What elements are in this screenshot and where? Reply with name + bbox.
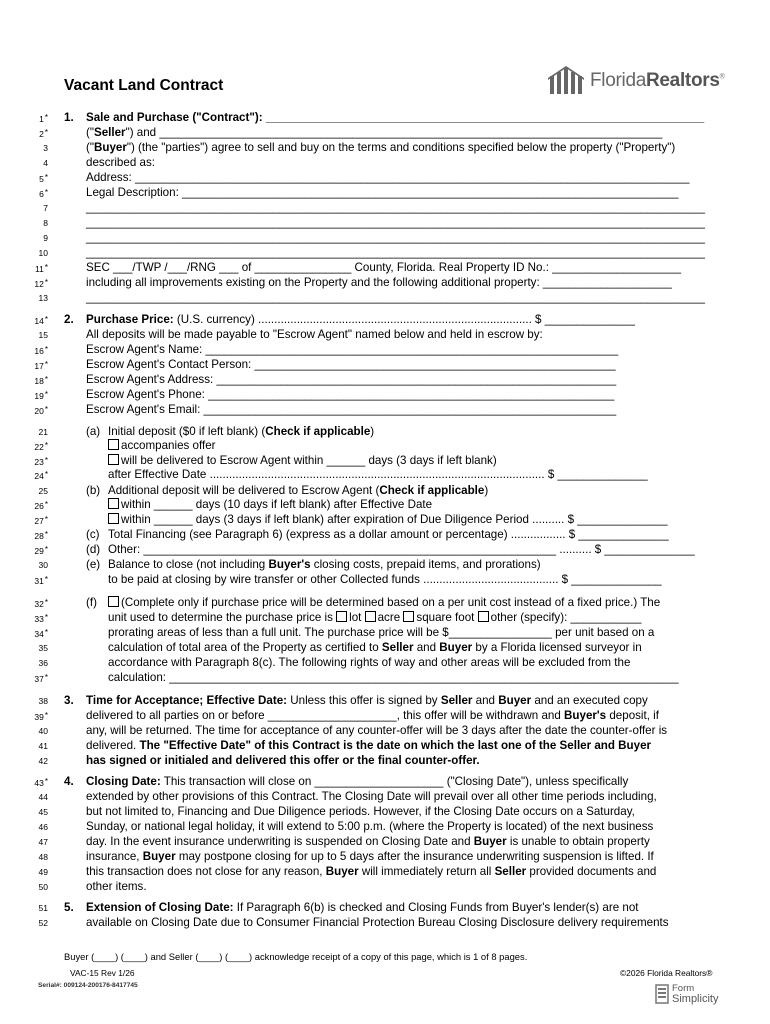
additional-property-line[interactable]: including all improvements existing on the Property and the following additional property: ____________________ [86, 276, 672, 289]
editable-marker-icon: * [44, 515, 48, 524]
editable-marker-icon: * [44, 128, 48, 137]
editable-marker-icon: * [44, 390, 48, 399]
editable-marker-icon: * [44, 470, 48, 479]
editable-marker-icon: * [44, 278, 48, 287]
initial-deposit-line: Initial deposit ($0 if left blank) (Check if applicable) [108, 425, 375, 438]
square-foot-checkbox[interactable] [403, 611, 414, 622]
additional-property-line-2[interactable]: ________________________________________________________________________________________________ [86, 291, 705, 304]
acknowledgment-line[interactable]: Buyer (____) (____) and Seller (____) (____) acknowledge receipt of a copy of this page, which is 1 of 8 pages. [64, 951, 528, 962]
line-number: 42 [38, 756, 48, 766]
line-number: 13 [38, 293, 48, 303]
line-number: 20* [34, 405, 48, 416]
line-number: 46 [38, 822, 48, 832]
s4-line-47: day. In the event insurance underwriting is suspended on Closing Date and Buyer is unable to obtain property [86, 835, 650, 848]
s1-seller-line: ("Seller") and ______________________________________________________________________________ [86, 126, 663, 139]
line-number: 18* [34, 375, 48, 386]
editable-marker-icon: * [44, 575, 48, 584]
deliver-within-option[interactable]: will be delivered to Escrow Agent within ______ days (3 days if left blank) [108, 454, 497, 468]
unit-type-line[interactable]: unit used to determine the purchase price is lot acre square foot other (specify): ___________ [108, 611, 642, 624]
per-unit-option[interactable]: (Complete only if purchase price will be determined based on a per unit cost instead of a fixed price.) The [108, 596, 660, 610]
other-checkbox[interactable] [478, 611, 489, 622]
editable-marker-icon: * [44, 545, 48, 554]
s5-line-52: available on Closing Date due to Consumer Financial Protection Bureau Closing Disclosure delivery requirements [86, 916, 669, 929]
acceptance-date-line[interactable]: delivered to all parties on or before ____________________, this offer will be withdrawn and Buyer's deposit, if [86, 709, 659, 722]
legal-description-line[interactable]: ________________________________________________________________________________________________ [86, 201, 705, 214]
after-effective-date-line[interactable]: after Effective Date ........................................................................................................ $ ______________ [108, 468, 648, 481]
s3-line-42: has signed or initialed and delivered this offer or the final counter-offer. [86, 754, 480, 767]
item-e-label: (e) [86, 558, 101, 571]
s4-line-49: this transaction does not close for any reason, Buyer will immediately return all Seller provided documents and [86, 865, 657, 878]
line-number: 9 [43, 233, 48, 243]
escrow-address-field[interactable]: Escrow Agent's Address: ______________________________________________________________ [86, 373, 617, 386]
checkbox[interactable] [108, 454, 119, 465]
line-number: 4 [43, 158, 48, 168]
line-number: 3 [43, 143, 48, 153]
line-number: 34* [34, 628, 48, 639]
logo-text: FloridaRealtors® [590, 70, 725, 91]
line-number: 36 [38, 658, 48, 668]
s1-line-4: described as: [86, 156, 155, 169]
line-number: 52 [38, 918, 48, 928]
item-f-label: (f) [86, 596, 97, 609]
rights-of-way-line: accordance with Paragraph 8(c). The following rights of way and other areas will be excluded from the [108, 656, 631, 669]
accompanies-offer-option[interactable]: accompanies offer [108, 439, 216, 453]
line-number: 33* [34, 613, 48, 624]
editable-marker-icon: * [44, 441, 48, 450]
line-number: 26* [34, 500, 48, 511]
form-simplicity-logo [655, 984, 718, 1004]
form-simplicity-text: Form Simplicity [672, 983, 719, 1005]
editable-marker-icon: * [44, 500, 48, 509]
legal-description-field[interactable]: Legal Description: _____________________________________________________________________________ [86, 186, 679, 199]
editable-marker-icon: * [44, 188, 48, 197]
copyright: ©2026 Florida Realtors® [620, 968, 713, 978]
line-number: 51 [38, 903, 48, 913]
line-number: 41 [38, 741, 48, 751]
editable-marker-icon: * [44, 375, 48, 384]
editable-marker-icon: * [44, 673, 48, 682]
line-number: 40 [38, 726, 48, 736]
escrow-contact-field[interactable]: Escrow Agent's Contact Person: ________________________________________________________ [86, 358, 616, 371]
calculation-line[interactable]: calculation: _______________________________________________________________________________ [108, 671, 679, 684]
other-line[interactable]: Other: ________________________________________________________________ .......... $ ______________ [108, 543, 695, 556]
escrow-phone-field[interactable]: Escrow Agent's Phone: _______________________________________________________________ [86, 388, 615, 401]
editable-marker-icon: * [44, 405, 48, 414]
line-number: 48 [38, 852, 48, 862]
line-number: 49 [38, 867, 48, 877]
section-number: 2. [64, 313, 74, 326]
checkbox[interactable] [108, 513, 119, 524]
s1-heading: Sale and Purchase ("Contract"): ____________________________________________________________________ [86, 111, 705, 124]
s3-line-40: any, will be returned. The time for acceptance of any counter-offer will be 3 days after the date the counter-offer is [86, 724, 668, 737]
survey-line: calculation of total area of the Property as certified to Seller and Buyer by a Florida licensed surveyor in [108, 641, 642, 654]
s4-line-44: extended by other provisions of this Contract. The Closing Date will prevail over all other time periods including, [86, 790, 657, 803]
line-number: 5* [39, 173, 48, 184]
lot-checkbox[interactable] [336, 611, 347, 622]
line-number: 10 [38, 248, 48, 258]
line-number: 38 [38, 696, 48, 706]
checkbox[interactable] [108, 498, 119, 509]
serial-number: Serial#: 009124-200176-8417745 [38, 982, 138, 989]
line-number: 17* [34, 360, 48, 371]
editable-marker-icon: * [44, 598, 48, 607]
s4-line-48: insurance, Buyer may postpone closing for up to 5 days after the insurance underwriting suspension is lifted. If [86, 850, 654, 863]
legal-description-line[interactable]: ________________________________________________________________________________________________ [86, 246, 705, 259]
editable-marker-icon: * [44, 113, 48, 122]
collected-funds-line[interactable]: to be paid at closing by wire transfer or other Collected funds .......................................... $ ______________ [108, 573, 662, 586]
line-number: 11* [35, 263, 48, 274]
item-a-label: (a) [86, 425, 101, 438]
line-number: 29* [34, 545, 48, 556]
line-number: 16* [34, 345, 48, 356]
house-family-icon [548, 66, 588, 96]
line-number: 39* [34, 711, 48, 722]
address-field[interactable]: Address: ______________________________________________________________________________________ [86, 171, 690, 184]
per-unit-price-line[interactable]: prorating areas of less than a full unit. The purchase price will be $________________ per unit based on a [108, 626, 655, 639]
total-financing-line[interactable]: Total Financing (see Paragraph 6) (express as a dollar amount or percentage) ................. $ ______________ [108, 528, 669, 541]
florida-realtors-logo [548, 66, 724, 96]
editable-marker-icon: * [44, 711, 48, 720]
document-icon [655, 984, 669, 1004]
s4-line-46: Sunday, or national legal holiday, it will extend to 5:00 p.m. (where the Property is located) of the next business [86, 820, 654, 833]
extension-of-closing-line: Extension of Closing Date: If Paragraph 6(b) is checked and Closing Funds from Buyer's lender(s) are not [86, 901, 639, 914]
line-number: 37* [34, 673, 48, 684]
s4-line-45: but not limited to, Financing and Due Diligence periods. However, if the Closing Date occurs on a Saturday, [86, 805, 635, 818]
editable-marker-icon: * [44, 777, 48, 786]
s1-buyer-line: ("Buyer") (the "parties") agree to sell and buy on the terms and conditions specified below the property ("Property") [86, 141, 676, 154]
within-due-diligence-option[interactable]: within ______ days (3 days if left blank) after expiration of Due Diligence Period .......... $ ______________ [108, 513, 668, 527]
balance-to-close-line: Balance to close (not including Buyer's closing costs, prepaid items, and prorations) [108, 558, 541, 571]
item-c-label: (c) [86, 528, 100, 541]
item-b-label: (b) [86, 484, 101, 497]
section-number: 1. [64, 111, 74, 124]
line-number: 50 [38, 882, 48, 892]
editable-marker-icon: * [44, 628, 48, 637]
editable-marker-icon: * [44, 530, 48, 539]
escrow-email-field[interactable]: Escrow Agent's Email: ________________________________________________________________ [86, 403, 617, 416]
line-number: 12* [34, 278, 48, 289]
line-number: 22* [34, 441, 48, 452]
line-number: 21 [38, 427, 48, 437]
additional-deposit-line: Additional deposit will be delivered to Escrow Agent (Check if applicable) [108, 484, 489, 497]
line-number: 1* [39, 113, 48, 124]
line-number: 35 [38, 643, 48, 653]
line-number: 6* [39, 188, 48, 199]
editable-marker-icon: * [44, 173, 48, 182]
section-number: 4. [64, 775, 74, 788]
document-title: Vacant Land Contract [64, 77, 224, 94]
editable-marker-icon: * [44, 456, 48, 465]
checkbox[interactable] [108, 439, 119, 450]
line-number: 32* [34, 598, 48, 609]
deposits-note: All deposits will be made payable to "Escrow Agent" named below and held in escrow by: [86, 328, 543, 341]
section-number: 5. [64, 901, 74, 914]
legal-description-line[interactable]: ________________________________________________________________________________________________ [86, 231, 705, 244]
closing-date-line[interactable]: Closing Date: This transaction will close on ____________________ ("Closing Date"), unless specifically [86, 775, 629, 788]
line-number: 31* [34, 575, 48, 586]
line-number: 19* [34, 390, 48, 401]
line-number: 30 [38, 560, 48, 570]
line-number: 25 [38, 486, 48, 496]
editable-marker-icon: * [44, 315, 48, 324]
line-number: 7 [43, 203, 48, 213]
item-d-label: (d) [86, 543, 101, 556]
line-number: 28* [34, 530, 48, 541]
section-number: 3. [64, 694, 74, 707]
editable-marker-icon: * [44, 345, 48, 354]
form-id: VAC-15 Rev 1/26 [70, 968, 135, 978]
line-number: 43* [34, 777, 48, 788]
time-for-acceptance-line: Time for Acceptance; Effective Date: Unless this offer is signed by Seller and Buyer and an executed copy [86, 694, 648, 707]
purchase-price-line[interactable]: Purchase Price: (U.S. currency) ..................................................................................... $ ______________ [86, 313, 636, 326]
line-number: 23* [34, 456, 48, 467]
legal-description-line[interactable]: ________________________________________________________________________________________________ [86, 216, 705, 229]
line-number: 47 [38, 837, 48, 847]
line-number: 8 [43, 218, 48, 228]
editable-marker-icon: * [44, 263, 48, 272]
acre-checkbox[interactable] [365, 611, 376, 622]
editable-marker-icon: * [44, 360, 48, 369]
within-10-days-option[interactable]: within ______ days (10 days if left blank) after Effective Date [108, 498, 432, 512]
s4-line-50: other items. [86, 880, 147, 893]
line-number: 15 [38, 330, 48, 340]
s3-line-41: delivered. The "Effective Date" of this Contract is the date on which the last one of the Seller and Buyer [86, 739, 652, 752]
checkbox[interactable] [108, 596, 119, 607]
editable-marker-icon: * [44, 613, 48, 622]
sec-twp-rng-line[interactable]: SEC ___/TWP /___/RNG ___ of _______________ County, Florida. Real Property ID No.: ____________________ [86, 261, 682, 274]
line-number: 24* [34, 470, 48, 481]
escrow-agent-name-field[interactable]: Escrow Agent's Name: ________________________________________________________________ [86, 343, 619, 356]
line-number: 14* [34, 315, 48, 326]
line-number: 44 [38, 792, 48, 802]
line-number: 2* [39, 128, 48, 139]
line-number: 27* [34, 515, 48, 526]
line-number: 45 [38, 807, 48, 817]
